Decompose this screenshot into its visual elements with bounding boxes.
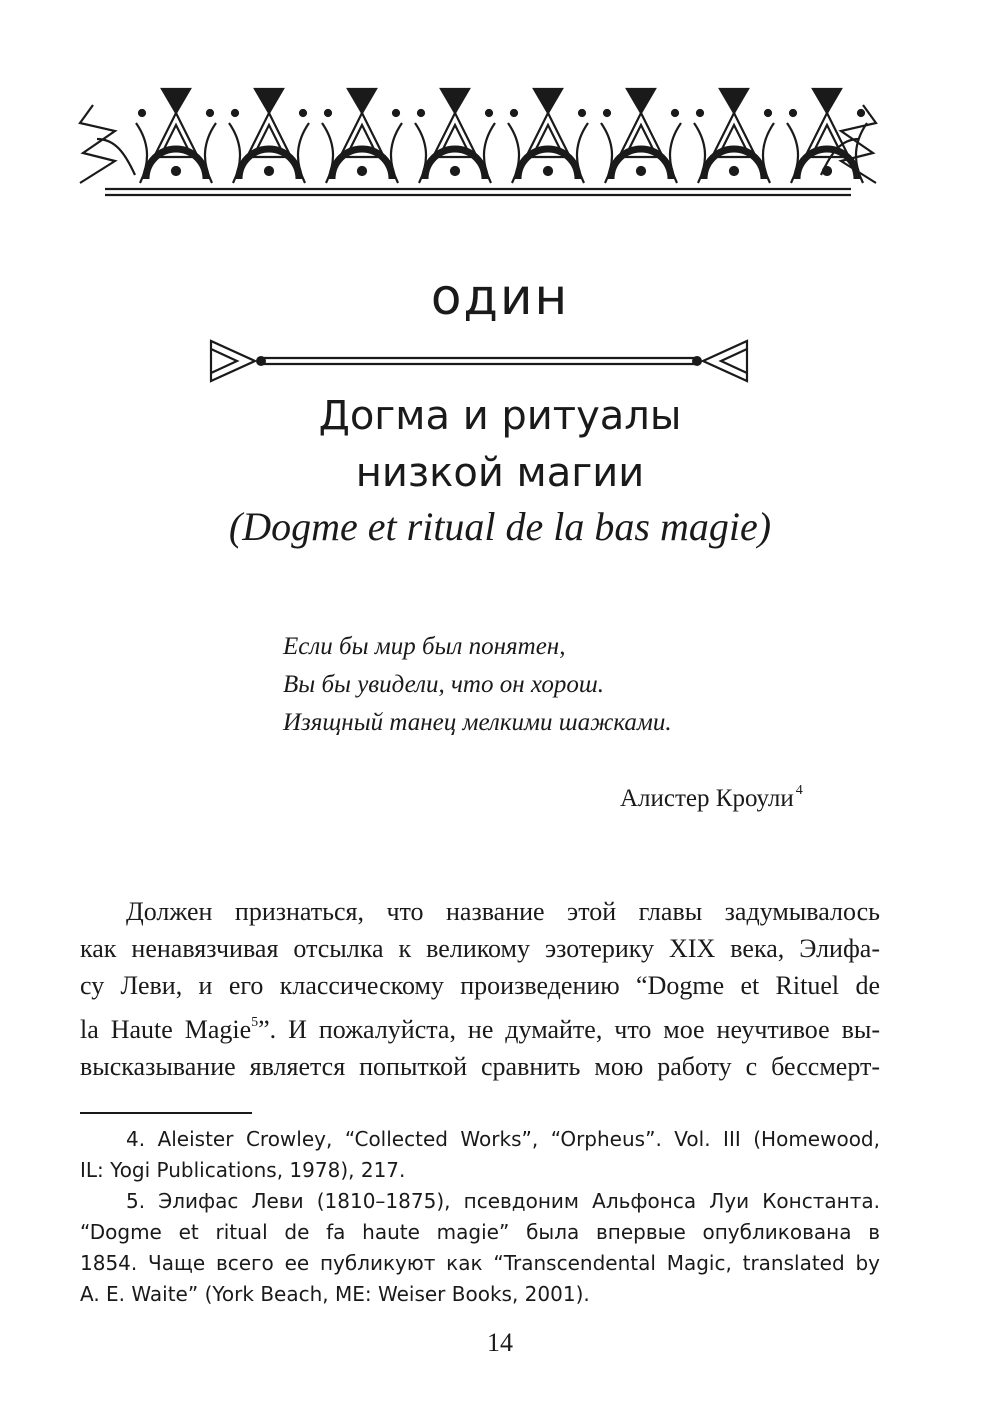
decorative-divider <box>207 337 751 385</box>
epigraph <box>283 628 843 742</box>
footnote-ref: 5 <box>251 1015 259 1030</box>
footnote-line: 1854. Чаще всего ее публикуют как “Transcendental Magic, translated by <box>80 1251 880 1275</box>
body-line-with-note <box>80 1004 880 1048</box>
footnote-separator <box>80 1112 252 1114</box>
chapter-number: один <box>430 268 570 326</box>
epigraph-author-name: Алистер Кроули <box>620 785 794 812</box>
footnotes <box>80 1124 880 1310</box>
epigraph-line: Изящный танец мелкими шажками. <box>283 709 672 736</box>
page-number: 14 <box>487 1328 513 1357</box>
chapter-title-line: Догма и ритуалы <box>318 393 682 439</box>
footnote-line: “Dogme et ritual de fa haute magie” была впервые опубликована в <box>80 1220 880 1244</box>
decorative-header-ornament <box>75 83 881 205</box>
body-line: Должен признаться, что название этой главы задумывалось <box>126 897 880 926</box>
epigraph-author <box>620 783 803 813</box>
body-line-part: ”. И пожалуйста, не думайте, что мое неучтивое вы- <box>258 1015 880 1044</box>
footnote-line: 4. Aleister Crowley, “Collected Works”, “Orpheus”. Vol. III (Homewood, <box>126 1127 880 1151</box>
chapter-subtitle: (Dogme et ritual de la bas magie) <box>228 504 772 549</box>
epigraph-line: Вы бы увидели, что он хорош. <box>283 671 604 698</box>
footnote-line: 5. Элифас Леви (1810–1875), псевдоним Альфонса Луи Константа. <box>126 1189 880 1213</box>
body-line: высказывание является попыткой сравнить мою работу с бессмерт- <box>80 1052 880 1081</box>
chapter-title <box>0 388 1000 502</box>
footnote-line: A. E. Waite” (York Beach, ME: Weiser Books, 2001). <box>80 1282 590 1306</box>
epigraph-line: Если бы мир был понятен, <box>283 633 566 660</box>
footnote-line: IL: Yogi Publications, 1978), 217. <box>80 1158 406 1182</box>
body-paragraph <box>80 893 880 1085</box>
chapter-title-line: низкой магии <box>355 450 645 496</box>
body-line: как ненавязчивая отсылка к великому эзотерику XIX века, Элифа- <box>80 934 880 963</box>
footnote-ref: 4 <box>795 783 803 798</box>
body-line: су Леви, и его классическому произведению “Dogme et Rituel de <box>80 971 880 1000</box>
body-line-part: la Haute Magie <box>80 1015 252 1044</box>
